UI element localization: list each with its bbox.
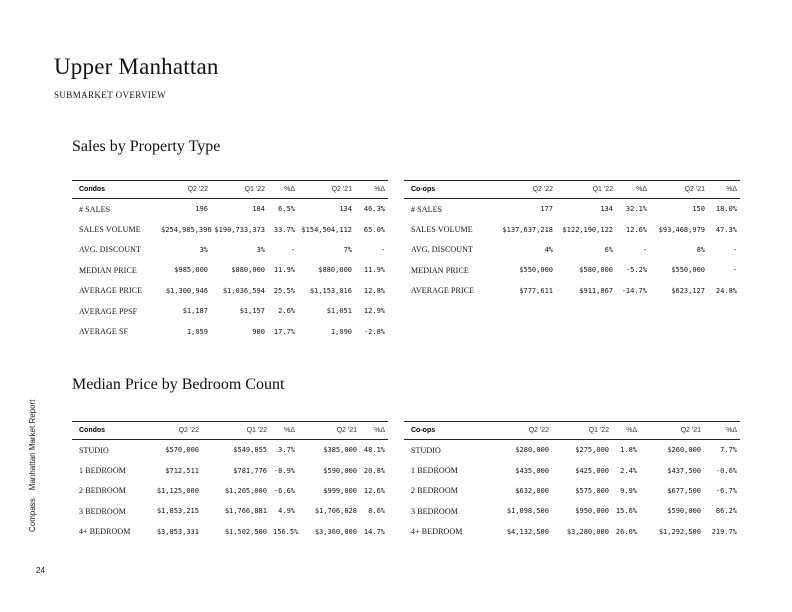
table-cell: $911,867 [579,286,613,295]
table-cell: $1,766,881 [224,507,267,516]
table-cell: $385,000 [323,446,357,455]
table-cell: 8.6% [368,507,385,516]
column-header: %Δ [360,422,388,440]
table-row [72,219,388,239]
table-cell: 4.9% [278,507,295,516]
column-header: Q2 '22 [492,181,556,199]
table-cell: $4,132,500 [506,527,549,536]
sales-condos-table [72,180,388,342]
table-cell: 7.7% [720,446,737,455]
table-cell: $549,855 [233,446,267,455]
column-header: Co-ops [404,422,492,440]
row-label: AVG. DISCOUNT [411,245,474,255]
table-cell: 11.9% [273,266,295,275]
row-label: 2 BEDROOM [411,486,458,496]
table-header-row [404,422,740,440]
table-row [404,240,740,260]
table-cell: $1,157 [239,307,265,316]
table-cell: $254,985,396 [161,225,212,234]
table-row [404,481,740,501]
report-sidebar-label [28,391,37,532]
table-cell: $260,000 [667,446,701,455]
table-cell: 25.5% [273,286,295,295]
row-label: 1 BEDROOM [411,466,458,476]
row-label: AVERAGE PRICE [411,286,475,296]
table-cell: 150 [692,205,705,214]
table-row [72,501,388,521]
column-header: Q2 '21 [650,181,708,199]
row-label: AVG. DISCOUNT [79,245,142,255]
table-row [404,440,740,461]
table-row [72,440,388,461]
column-header: %Δ [268,181,298,199]
table-cell: - [290,245,295,254]
row-label: STUDIO [79,445,109,455]
table-cell: 1,059 [186,327,208,336]
row-label: SALES VOLUME [411,225,473,235]
row-label: MEDIAN PRICE [79,265,137,275]
table-cell: $437,500 [667,466,701,475]
brand-name: Compass [28,498,37,532]
table-cell: - [380,245,385,254]
column-header: Q1 '22 [552,422,612,440]
table-row [72,321,388,341]
table-cell: 17.7% [273,327,295,336]
table-cell: $122,190,122 [562,225,613,234]
table-cell: 24.8% [715,286,737,295]
table-cell: 1,090 [330,327,352,336]
table-row [72,240,388,260]
sales-by-property-type-heading: Sales by Property Type [72,138,221,155]
row-label: MEDIAN PRICE [411,265,469,275]
table-row [72,199,388,220]
row-label: 4+ BEDROOM [411,527,463,537]
table-cell: $1,098,500 [506,507,549,516]
table-cell: $777,611 [519,286,553,295]
column-header: %Δ [612,422,640,440]
table-cell: $425,000 [575,466,609,475]
table-cell: -0.6% [715,466,737,475]
column-header: Q2 '22 [152,422,202,440]
table-cell: 11.9% [363,266,385,275]
column-header: Q2 '22 [158,181,211,199]
table-cell: $880,000 [318,266,352,275]
table-header-row [404,181,740,199]
table-cell: $435,000 [515,466,549,475]
table-cell: $1,153,016 [309,286,352,295]
table-cell: $590,000 [667,507,701,516]
table-cell: $1,853,215 [156,507,199,516]
row-label: 1 BEDROOM [79,466,126,476]
column-header: Q1 '22 [202,422,270,440]
column-header: Q2 '21 [298,422,360,440]
column-header: Q2 '22 [492,422,552,440]
bedroom-coops-table [404,421,740,542]
table-cell: $632,000 [515,486,549,495]
table-cell: 26.0% [615,527,637,536]
table-cell: $1,205,000 [224,486,267,495]
table-cell: $280,000 [515,446,549,455]
table-cell: 15.6% [615,507,637,516]
table-cell: $1,706,828 [314,507,357,516]
table-cell: $950,000 [575,507,609,516]
table-cell: -6.6% [273,486,295,495]
table-cell: 48.1% [363,446,385,455]
sales-coops-table [404,180,740,301]
table-row [404,199,740,220]
report-name: Manhattan Market Report [28,399,37,491]
table-row [72,460,388,480]
table-cell: 7% [343,245,352,254]
table-cell: $985,000 [174,266,208,275]
column-header: %Δ [708,181,740,199]
table-cell: $1,051 [326,307,352,316]
table-cell: 32.1% [625,205,647,214]
column-header: Co-ops [404,181,492,199]
table-header-row [72,181,388,199]
column-header: %Δ [270,422,298,440]
table-cell: -8.9% [273,466,295,475]
table-cell: $550,000 [519,266,553,275]
table-cell: $1,292,500 [658,527,701,536]
table-cell: -5.2% [625,266,647,275]
table-cell: $1,502,500 [224,527,267,536]
table-row [72,281,388,301]
column-header: Condos [72,181,158,199]
table-row [404,522,740,542]
table-cell: $1,036,594 [222,286,265,295]
table-cell: $575,000 [575,486,609,495]
table-cell: 184 [252,205,265,214]
table-cell: $590,000 [323,466,357,475]
table-cell: 219.7% [711,527,737,536]
table-header-row [72,422,388,440]
table-cell: $275,000 [575,446,609,455]
table-cell: -6.7% [715,486,737,495]
table-cell: $550,000 [671,266,705,275]
table-cell: 134 [600,205,613,214]
table-cell: 12.6% [363,486,385,495]
table-cell: $1,187 [182,307,208,316]
table-cell: 9.9% [620,486,637,495]
column-header: Q2 '21 [640,422,704,440]
table-row [72,301,388,321]
table-cell: 2.6% [278,307,295,316]
table-row [72,260,388,280]
median-price-by-bedroom-heading: Median Price by Bedroom Count [72,376,285,393]
table-cell: $570,000 [165,446,199,455]
table-cell: 47.3% [715,225,737,234]
column-header: Q1 '22 [211,181,268,199]
table-cell: 177 [540,205,553,214]
table-cell: 3% [199,245,208,254]
page-number: 24 [36,566,45,575]
page-subtitle: SUBMARKET OVERVIEW [54,90,167,100]
table-cell: 12.9% [363,307,385,316]
table-cell: $781,776 [233,466,267,475]
table-cell: $3,280,000 [566,527,609,536]
table-cell: 2.4% [620,466,637,475]
row-label: AVERAGE SF [79,327,129,337]
table-cell: $999,000 [323,486,357,495]
table-row [72,481,388,501]
column-header: %Δ [616,181,650,199]
table-cell: -2.8% [363,327,385,336]
table-cell: 65.0% [363,225,385,234]
table-cell: $677,500 [667,486,701,495]
table-cell: 18.0% [715,205,737,214]
row-label: 2 BEDROOM [79,486,126,496]
table-cell: - [732,266,737,275]
table-cell: 33.7% [273,225,295,234]
table-cell: 1.8% [620,446,637,455]
table-cell: - [732,245,737,254]
bedroom-condos-table [72,421,388,542]
row-label: # SALES [79,204,111,214]
table-cell: 3.7% [278,446,295,455]
table-cell: $3,360,000 [314,527,357,536]
table-cell: - [642,245,647,254]
table-cell: 3% [256,245,265,254]
column-header: Q2 '21 [298,181,355,199]
row-label: 4+ BEDROOM [79,527,131,537]
table-cell: $623,127 [671,286,705,295]
row-label: SALES VOLUME [79,225,141,235]
column-header: %Δ [704,422,740,440]
row-label: STUDIO [411,445,441,455]
table-row [72,522,388,542]
table-cell: 86.2% [715,507,737,516]
table-cell: $93,468,979 [658,225,705,234]
table-cell: 46.3% [363,205,385,214]
column-header: %Δ [355,181,388,199]
table-cell: $1,300,946 [165,286,208,295]
table-row [404,460,740,480]
table-cell: 6% [604,245,613,254]
table-cell: 12.6% [625,225,647,234]
column-header: Q1 '22 [556,181,616,199]
table-cell: 900 [252,327,265,336]
table-row [404,260,740,280]
table-row [404,501,740,521]
table-cell: 14.7% [363,527,385,536]
table-cell: 6.5% [278,205,295,214]
table-cell: -14.7% [621,286,647,295]
table-cell: 196 [195,205,208,214]
table-cell: 4% [544,245,553,254]
table-cell: 20.8% [363,466,385,475]
table-cell: $1,125,000 [156,486,199,495]
table-cell: $154,504,112 [301,225,352,234]
table-row [404,219,740,239]
table-cell: $190,733,373 [214,225,265,234]
table-cell: $712,511 [165,466,199,475]
table-cell: 134 [339,205,352,214]
row-label: AVERAGE PPSF [79,306,138,316]
table-cell: $137,637,218 [502,225,553,234]
table-cell: $880,000 [231,266,265,275]
column-header: Condos [72,422,152,440]
page-title: Upper Manhattan [54,54,219,79]
table-row [404,281,740,301]
table-cell: 12.8% [363,286,385,295]
row-label: 3 BEDROOM [411,506,458,516]
table-cell: 8% [696,245,705,254]
row-label: # SALES [411,204,443,214]
row-label: AVERAGE PRICE [79,286,143,296]
row-label: 3 BEDROOM [79,506,126,516]
table-cell: $580,000 [579,266,613,275]
table-cell: $3,853,331 [156,527,199,536]
table-cell: 156.5% [273,527,299,536]
